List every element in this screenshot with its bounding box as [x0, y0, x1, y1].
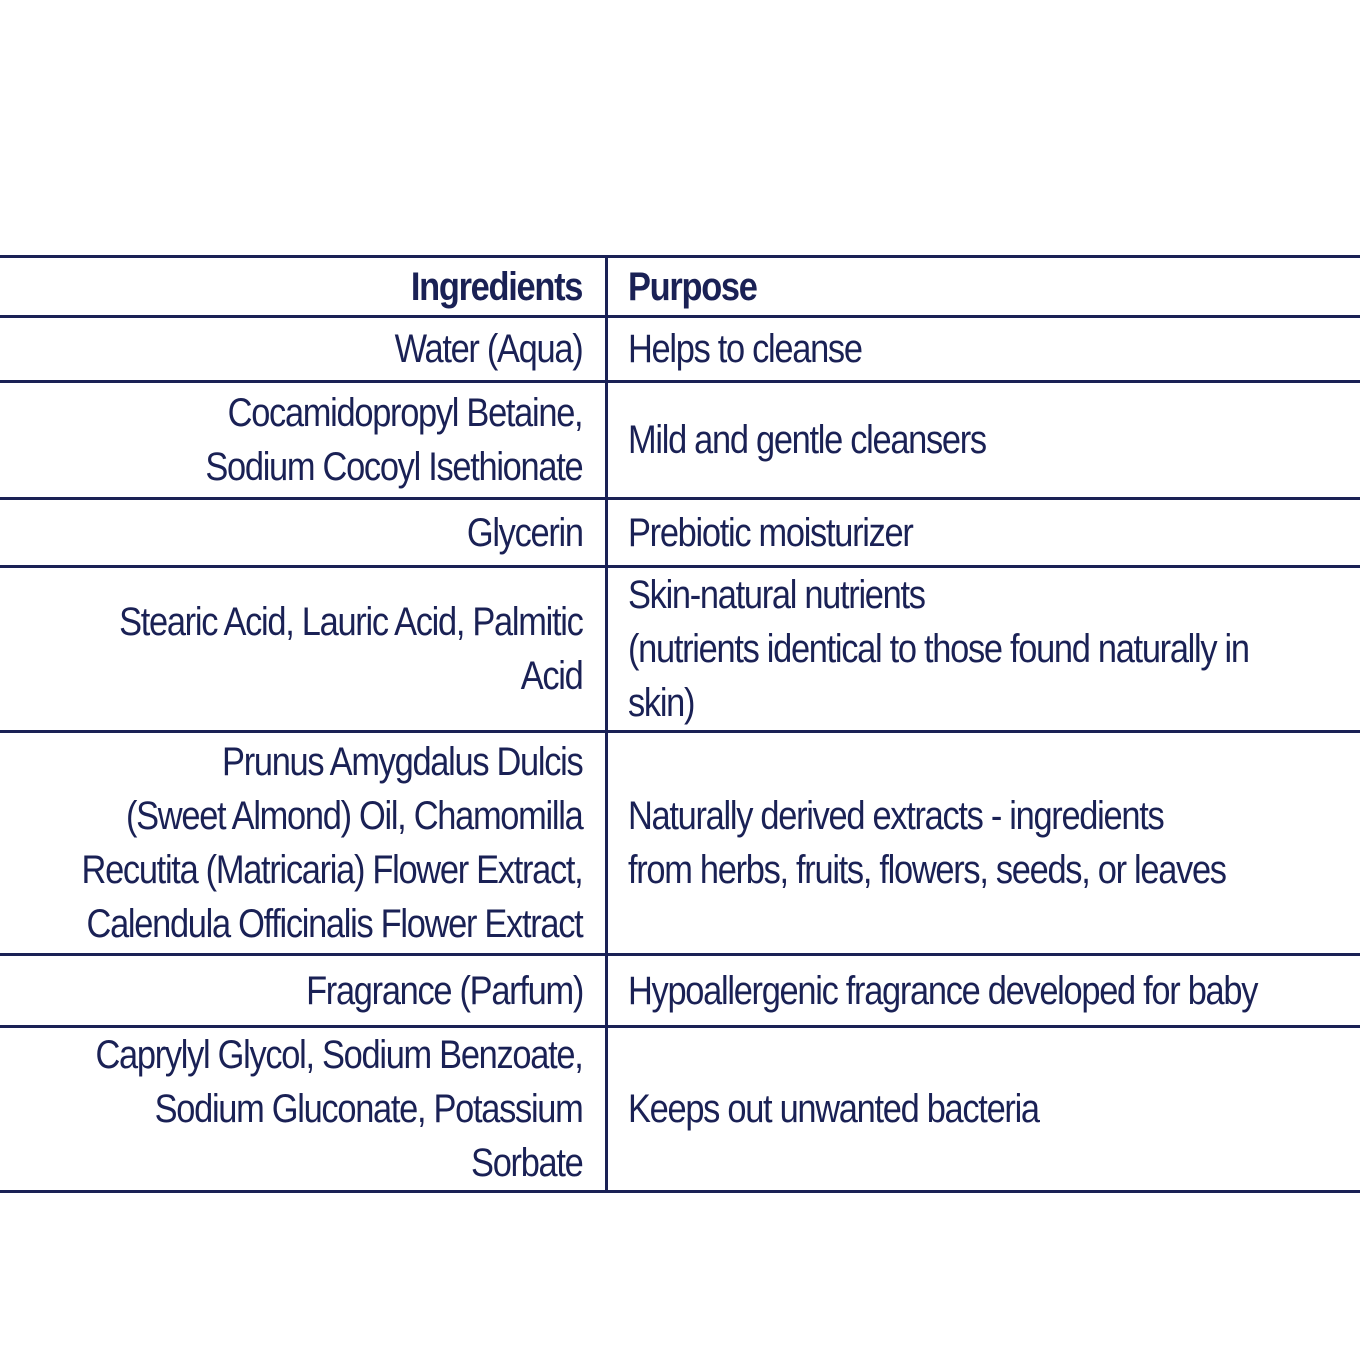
ingredient-cell [0, 499, 606, 567]
purpose-cell [606, 317, 1360, 382]
header-ingredients: Ingredients [411, 264, 583, 309]
table-row [0, 382, 1360, 499]
ingredient-cell [0, 732, 606, 955]
ingredient-text: Glycerin [466, 510, 583, 555]
ingredient-text: Stearic Acid, Lauric Acid, Palmitic Acid [119, 600, 583, 698]
ingredient-cell [0, 317, 606, 382]
purpose-text: Helps to cleanse [627, 327, 862, 371]
ingredients-table [0, 255, 1360, 1193]
table-header-row [0, 257, 1360, 317]
purpose-cell [606, 382, 1360, 499]
header-ingredients-cell [0, 257, 606, 317]
ingredient-cell [0, 1027, 606, 1192]
table-row [0, 732, 1360, 955]
header-purpose-cell [606, 257, 1360, 317]
table-row [0, 1027, 1360, 1192]
purpose-text: Keeps out unwanted bacteria [627, 1087, 1039, 1131]
purpose-cell [606, 567, 1360, 732]
ingredient-text: Water (Aqua) [394, 327, 583, 371]
table-row [0, 567, 1360, 732]
purpose-text: Skin-natural nutrients (nutrients identical to those found naturally in skin) [627, 573, 1249, 725]
purpose-text: Mild and gentle cleansers [627, 418, 986, 462]
table-row [0, 955, 1360, 1027]
purpose-text: Naturally derived extracts - ingredients from herbs, fruits, flowers, seeds, or leaves [627, 794, 1226, 892]
table-row [0, 317, 1360, 382]
ingredient-cell [0, 955, 606, 1027]
purpose-cell [606, 1027, 1360, 1192]
table-row [0, 499, 1360, 567]
purpose-text: Prebiotic moisturizer [627, 510, 913, 555]
purpose-cell [606, 499, 1360, 567]
purpose-text: Hypoallergenic fragrance developed for baby [627, 968, 1257, 1013]
ingredient-text: Prunus Amygdalus Dulcis (Sweet Almond) Oil, Chamomilla Recutita (Matricaria) Flower Extract, Calendula Officinalis Flower Extract [81, 740, 583, 946]
purpose-cell [606, 732, 1360, 955]
ingredient-cell [0, 382, 606, 499]
purpose-cell [606, 955, 1360, 1027]
ingredient-text: Caprylyl Glycol, Sodium Benzoate, Sodium Gluconate, Potassium Sorbate [95, 1033, 583, 1185]
ingredient-cell [0, 567, 606, 732]
ingredient-text: Cocamidopropyl Betaine, Sodium Cocoyl Isethionate [205, 391, 583, 489]
header-purpose: Purpose [627, 264, 757, 309]
ingredient-text: Fragrance (Parfum) [305, 968, 583, 1013]
